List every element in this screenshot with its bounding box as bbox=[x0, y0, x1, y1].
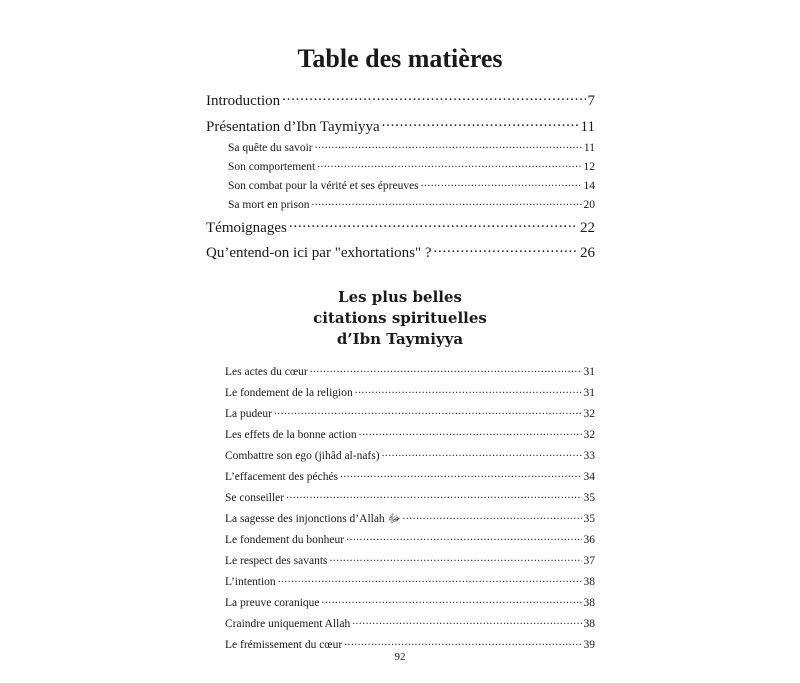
toc-subentry-label: Sa quête du savoir bbox=[228, 141, 313, 154]
toc-entry-label: Présentation d’Ibn Taymiyya bbox=[206, 119, 380, 135]
dot-leader bbox=[315, 139, 582, 151]
list-item-label: Se conseiller bbox=[225, 491, 285, 504]
toc-subentry-label: Sa mort en prison bbox=[228, 198, 310, 211]
list-item-page: 31 bbox=[583, 386, 595, 399]
toc-entry-page: 26 bbox=[580, 245, 595, 261]
list-item-page: 39 bbox=[583, 638, 595, 651]
list-item-page: 35 bbox=[583, 512, 595, 525]
dot-leader bbox=[278, 573, 582, 585]
list-item bbox=[225, 594, 595, 609]
toc-entry-page: 11 bbox=[580, 119, 595, 135]
dot-leader bbox=[340, 468, 581, 480]
list-item bbox=[225, 489, 595, 504]
toc-subentry bbox=[228, 196, 595, 211]
list-item-label: Combattre son ego (jihâd al-nafs) bbox=[225, 449, 380, 462]
list-item-page: 31 bbox=[583, 365, 595, 378]
list-item bbox=[225, 531, 595, 546]
toc-subentry-label: Son combat pour la vérité et ses épreuves bbox=[228, 179, 419, 192]
list-item-label: Craindre uniquement Allah bbox=[225, 617, 351, 630]
list-item-label: L’effacement des péchés bbox=[225, 470, 339, 483]
page-number: 92 bbox=[394, 651, 406, 663]
toc-entry-presentation bbox=[206, 116, 595, 136]
list-item-page: 38 bbox=[583, 617, 595, 630]
toc-subentry-page: 12 bbox=[583, 160, 595, 173]
list-item-page: 32 bbox=[583, 428, 595, 441]
toc-entry-label: Qu’entend-on ici par "exhortations" ? bbox=[206, 245, 432, 261]
dot-leader bbox=[382, 116, 579, 131]
dot-leader bbox=[344, 636, 581, 648]
list-item bbox=[225, 426, 595, 441]
list-item bbox=[225, 447, 595, 462]
dot-leader bbox=[317, 158, 581, 170]
dot-leader bbox=[282, 90, 585, 105]
list-item-page: 36 bbox=[583, 533, 595, 546]
list-item bbox=[225, 363, 595, 378]
list-item-page: 37 bbox=[583, 554, 595, 567]
toc-subentry-page: 11 bbox=[583, 141, 595, 154]
dot-leader bbox=[310, 363, 582, 375]
list-item-label: Le frémissement du cœur bbox=[225, 638, 343, 651]
dot-leader bbox=[346, 531, 581, 543]
dot-leader bbox=[403, 510, 582, 522]
toc-entry-introduction bbox=[206, 90, 595, 110]
dot-leader bbox=[352, 615, 581, 627]
toc-entry-page: 22 bbox=[580, 220, 595, 236]
list-item bbox=[225, 510, 595, 528]
dot-leader bbox=[382, 447, 582, 459]
list-item bbox=[225, 636, 595, 651]
list-item-label: L’intention bbox=[225, 575, 276, 588]
list-item-label: La pudeur bbox=[225, 407, 272, 420]
dot-leader bbox=[289, 217, 578, 232]
list-item-page: 38 bbox=[583, 596, 595, 609]
list-item bbox=[225, 468, 595, 483]
list-item-page: 38 bbox=[583, 575, 595, 588]
dot-leader bbox=[311, 196, 581, 208]
list-item bbox=[225, 573, 595, 588]
list-item bbox=[225, 552, 595, 567]
list-item-label: Les effets de la bonne action bbox=[225, 428, 357, 441]
dot-leader bbox=[322, 594, 582, 606]
toc-subentry-label: Son comportement bbox=[228, 160, 316, 173]
section-heading-line: Les plus belles bbox=[338, 288, 462, 306]
list-item-label: Le fondement du bonheur bbox=[225, 533, 345, 546]
dot-leader bbox=[359, 426, 582, 438]
section-heading bbox=[0, 287, 800, 350]
list-item-page: 35 bbox=[583, 491, 595, 504]
toc-subentry-page: 20 bbox=[583, 198, 595, 211]
toc-entry-exhortations bbox=[206, 242, 595, 262]
section-heading-line: citations spirituelles bbox=[313, 309, 487, 327]
list-item-label: La preuve coranique bbox=[225, 596, 320, 609]
dot-leader bbox=[421, 177, 582, 189]
list-item bbox=[225, 405, 595, 420]
list-item-page: 34 bbox=[583, 470, 595, 483]
toc-subentry bbox=[228, 177, 595, 192]
section-heading-line: d’Ibn Taymiyya bbox=[336, 330, 464, 348]
list-item bbox=[225, 615, 595, 630]
toc-subentry bbox=[228, 139, 595, 154]
toc-subentry bbox=[228, 158, 595, 173]
dot-leader bbox=[330, 552, 582, 564]
list-item-label: Les actes du cœur bbox=[225, 365, 308, 378]
toc-entry-page: 7 bbox=[587, 93, 595, 109]
list-item-page: 32 bbox=[583, 407, 595, 420]
dot-leader bbox=[355, 384, 582, 396]
dot-leader bbox=[286, 489, 581, 501]
list-item-page: 33 bbox=[583, 449, 595, 462]
dot-leader bbox=[434, 242, 578, 257]
list-item-label: La sagesse des injonctions d’Allah ﷻ bbox=[225, 512, 401, 525]
toc-subentry-page: 14 bbox=[583, 179, 595, 192]
list-item bbox=[225, 384, 595, 399]
toc-title: Table des matières bbox=[297, 44, 503, 73]
list-item-label: Le fondement de la religion bbox=[225, 386, 353, 399]
list-item-label: Le respect des savants bbox=[225, 554, 328, 567]
dot-leader bbox=[274, 405, 582, 417]
toc-entry-label: Témoignages bbox=[206, 220, 287, 236]
toc-entry-label: Introduction bbox=[206, 93, 281, 109]
toc-entry-temoignages bbox=[206, 217, 595, 237]
